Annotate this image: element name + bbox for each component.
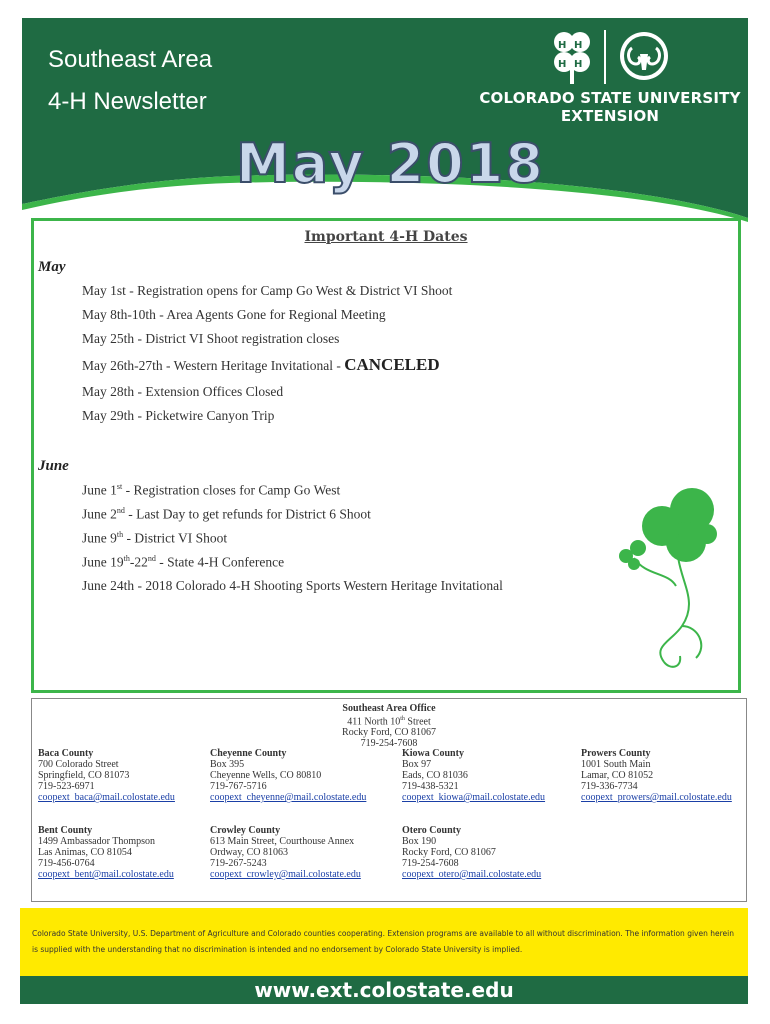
event-text: - Registration closes for Camp Go West	[122, 482, 341, 498]
office-street-suffix: Street	[404, 716, 431, 728]
county-name: Bent County	[38, 825, 93, 836]
university-name: COLORADO STATE UNIVERSITY	[479, 89, 741, 107]
office-phone: 719-254-7608	[360, 738, 418, 750]
county-name: Prowers County	[581, 748, 651, 759]
event-date-end: -22	[129, 554, 148, 570]
county-email-link[interactable]: coopext_otero@mail.colostate.edu	[402, 869, 542, 880]
event-item: May 8th-10th - Area Agents Gone for Regional Meeting	[82, 307, 386, 322]
event-item: May 29th - Picketwire Canyon Trip	[82, 408, 275, 423]
canceled-label: CANCELED	[344, 355, 440, 374]
county-address: Box 395	[210, 759, 245, 770]
county-address: Box 97	[402, 759, 432, 770]
event-date: June 9	[82, 530, 117, 546]
county-city: Cheyenne Wells, CO 80810	[210, 770, 322, 781]
svg-text:H: H	[558, 59, 567, 70]
ordinal-suffix: th	[123, 554, 130, 563]
county-otero	[402, 825, 541, 880]
event-date: June 2	[82, 506, 117, 522]
nondiscrimination-disclaimer: Colorado State University, U.S. Department of Agriculture and Colorado counties cooperating. Extension programs are available to all without discrimination. The information given herein is supplied with the understanding that no discrimination is intended and no endorsement by Colorado State University is implied.	[32, 929, 734, 954]
event-item	[82, 355, 440, 375]
important-dates-box	[31, 218, 741, 693]
county-email-link[interactable]: coopext_cheyenne@mail.colostate.edu	[210, 792, 367, 803]
county-email-link[interactable]: coopext_crowley@mail.colostate.edu	[210, 869, 361, 880]
event-date: June 1	[82, 482, 117, 498]
csu-ram-icon	[620, 32, 668, 80]
svg-text:H: H	[574, 40, 583, 51]
county-phone: 719-456-0764	[38, 858, 95, 869]
event-item	[82, 506, 371, 523]
issue-month-title: May 2018	[236, 132, 545, 195]
county-name: Baca County	[38, 748, 94, 759]
event-item: May 25th - District VI Shoot registration closes	[82, 331, 340, 346]
website-url-link[interactable]: www.ext.colostate.edu	[254, 978, 514, 1002]
county-prowers	[581, 748, 732, 803]
county-address: Box 190	[402, 836, 437, 847]
office-street-number: 411 North 10	[347, 716, 401, 728]
event-item	[82, 530, 227, 547]
month-label-may: May	[38, 259, 66, 275]
county-email-link[interactable]: coopext_baca@mail.colostate.edu	[38, 792, 175, 803]
extension-label: EXTENSION	[560, 107, 660, 125]
event-item: June 24th - 2018 Colorado 4-H Shooting Sports Western Heritage Invitational	[82, 578, 503, 593]
county-city: Ordway, CO 81063	[210, 847, 288, 858]
event-item: May 28th - Extension Offices Closed	[82, 384, 284, 399]
county-email-link[interactable]: coopext_kiowa@mail.colostate.edu	[402, 792, 546, 803]
ordinal-suffix: th	[116, 530, 124, 539]
office-name: Southeast Area Office	[342, 703, 436, 714]
county-baca	[38, 748, 175, 803]
county-city: Rocky Ford, CO 81067	[402, 847, 496, 858]
svg-text:H: H	[558, 40, 567, 51]
ordinal-suffix: th	[400, 716, 405, 722]
shamrock-icon	[612, 476, 722, 676]
event-item: May 1st - Registration opens for Camp Go West & District VI Shoot	[82, 283, 453, 298]
county-address: 700 Colorado Street	[38, 759, 119, 770]
newsletter-header	[0, 0, 770, 235]
county-name: Cheyenne County	[210, 748, 287, 759]
county-phone: 719-267-5243	[210, 858, 267, 869]
county-address: 1499 Ambassador Thompson	[38, 836, 156, 847]
event-item	[82, 482, 340, 499]
county-cheyenne	[210, 748, 366, 803]
event-date: June 19	[82, 554, 124, 570]
four-h-clover-icon	[554, 32, 590, 84]
office-street	[32, 714, 746, 727]
event-item	[82, 554, 284, 571]
event-text: - Last Day to get refunds for District 6 Shoot	[124, 506, 371, 522]
ordinal-suffix: nd	[147, 554, 156, 563]
csu-logo	[540, 26, 680, 88]
event-text: - State 4-H Conference	[155, 554, 285, 570]
newsletter-title-line2: 4-H Newsletter	[48, 88, 207, 115]
county-address: 1001 South Main	[581, 759, 651, 770]
county-phone: 719-767-5716	[210, 781, 267, 792]
county-city: Las Animas, CO 81054	[38, 847, 132, 858]
office-city: Rocky Ford, CO 81067	[342, 727, 436, 739]
ordinal-suffix: nd	[116, 506, 125, 515]
svg-text:H: H	[574, 59, 583, 70]
month-label-june: June	[38, 458, 69, 474]
county-bent	[38, 825, 174, 880]
event-text: May 26th-27th - Western Heritage Invitational -	[82, 358, 345, 373]
county-phone: 719-336-7734	[581, 781, 638, 792]
county-city: Springfield, CO 81073	[38, 770, 130, 781]
ordinal-suffix: st	[116, 482, 123, 491]
county-name: Crowley County	[210, 825, 281, 836]
county-kiowa	[402, 748, 545, 803]
county-crowley	[210, 825, 361, 880]
newsletter-title-line1: Southeast Area	[48, 46, 213, 73]
event-text: - District VI Shoot	[123, 530, 228, 546]
county-name: Kiowa County	[402, 748, 464, 759]
county-address: 613 Main Street, Courthouse Annex	[210, 836, 355, 847]
southeast-area-office	[32, 703, 746, 749]
county-contacts	[31, 698, 747, 902]
county-name: Otero County	[402, 825, 461, 836]
county-phone: 719-523-6971	[38, 781, 95, 792]
county-phone: 719-438-5321	[402, 781, 459, 792]
county-city: Lamar, CO 81052	[581, 770, 654, 781]
county-phone: 719-254-7608	[402, 858, 459, 869]
county-city: Eads, CO 81036	[402, 770, 468, 781]
dates-heading: Important 4-H Dates	[304, 229, 468, 245]
county-email-link[interactable]: coopext_prowers@mail.colostate.edu	[581, 792, 732, 803]
county-email-link[interactable]: coopext_bent@mail.colostate.edu	[38, 869, 174, 880]
